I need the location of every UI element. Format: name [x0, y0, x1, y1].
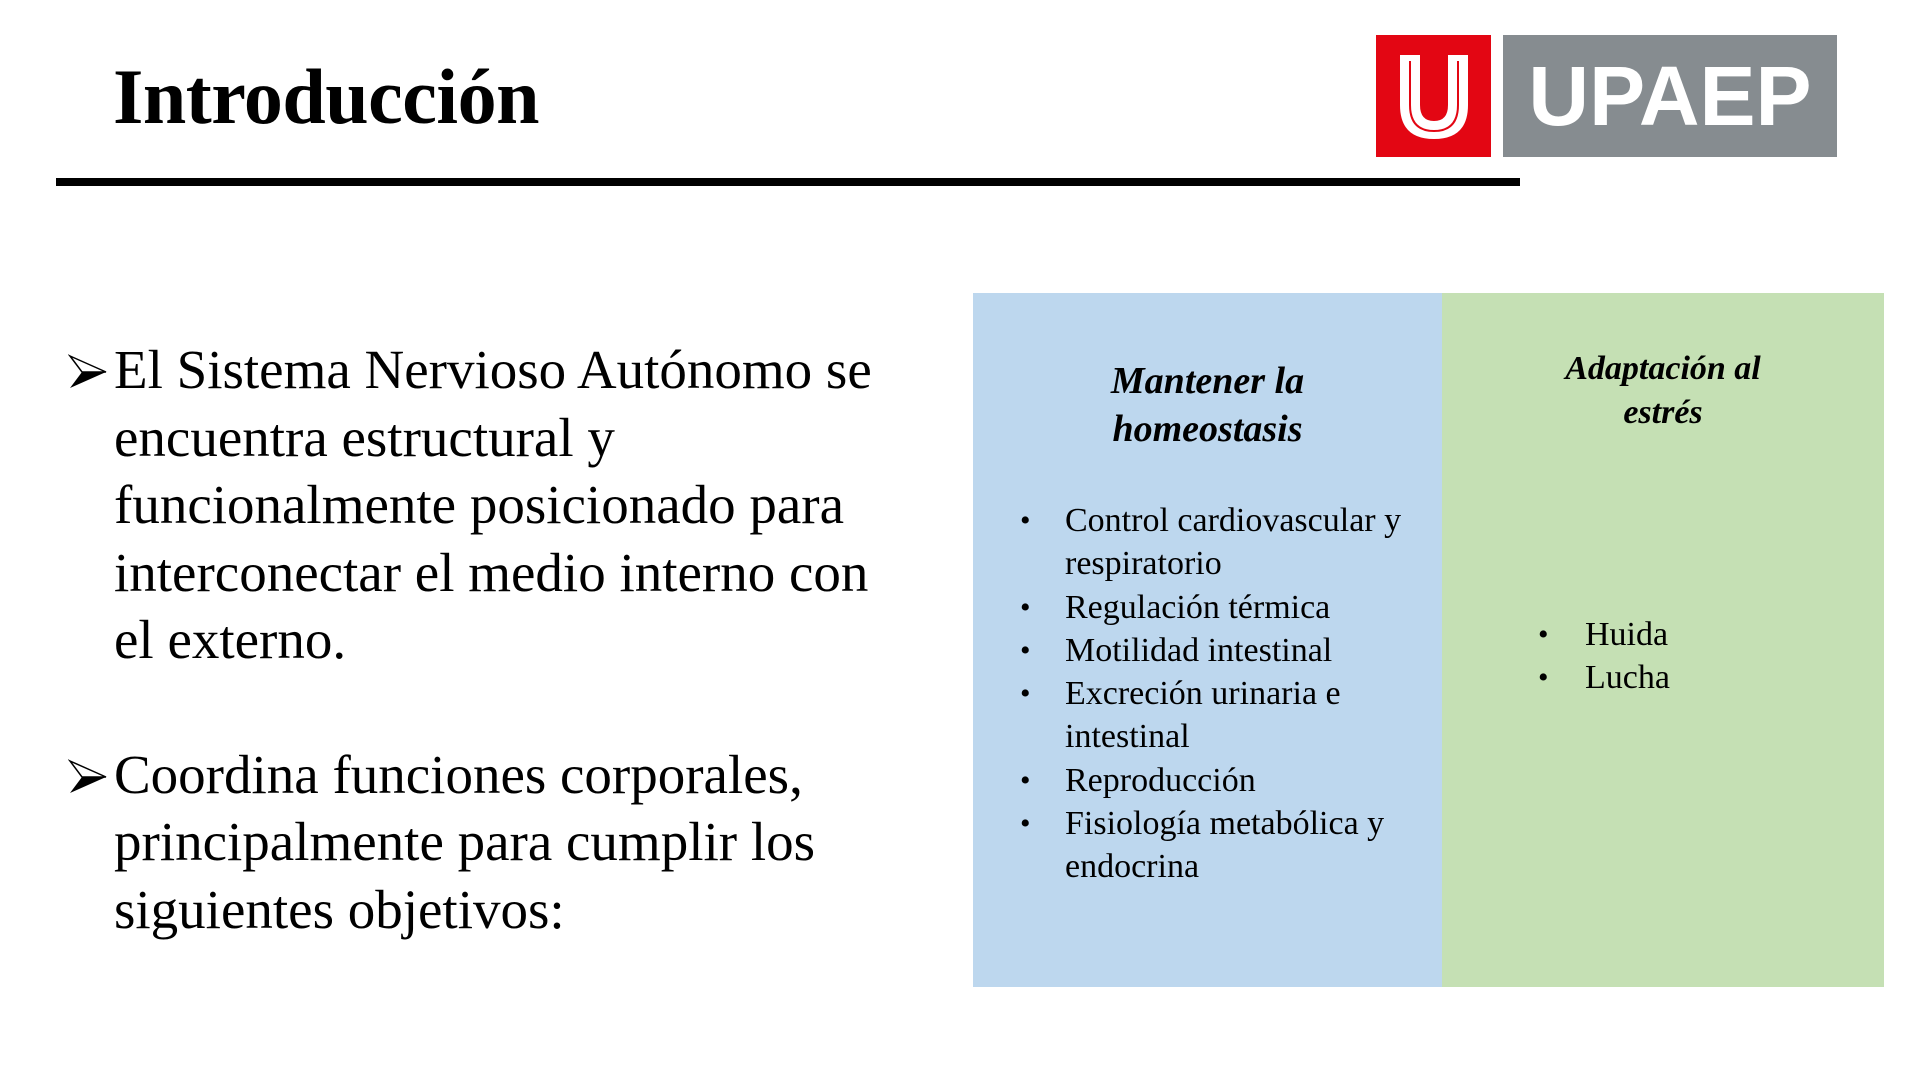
- bullet-icon: •: [1020, 763, 1031, 797]
- text-line: encuentra estructural y: [114, 406, 615, 468]
- intro-text: [68, 336, 928, 943]
- heading-line: homeostasis: [1112, 408, 1303, 450]
- item-line: Motilidad intestinal: [1065, 631, 1333, 669]
- text-line: funcionalmente posicionado para: [114, 474, 845, 535]
- list-item: [1020, 586, 1430, 629]
- upaep-logo-mark: [1376, 35, 1491, 157]
- text-line: El Sistema Nervioso Autónomo se: [114, 339, 872, 400]
- item-line: endocrina: [1065, 848, 1200, 886]
- list-item: [1020, 802, 1430, 889]
- item-line: Reproducción: [1065, 761, 1256, 799]
- homeostasis-list: [1020, 499, 1430, 889]
- title-underline: [56, 178, 1520, 186]
- bullet-icon: •: [1020, 677, 1031, 711]
- item-line: Huida: [1585, 616, 1669, 653]
- list-item: [1020, 629, 1430, 672]
- upaep-logo-wordmark: UPAEP: [1503, 35, 1837, 157]
- item-line: Regulación térmica: [1065, 588, 1331, 626]
- heading-line: estrés: [1623, 394, 1703, 431]
- column-heading: [1442, 347, 1884, 435]
- bullet-icon: •: [1538, 618, 1549, 651]
- item-line: intestinal: [1065, 718, 1190, 756]
- arrow-bullet-icon: [68, 352, 108, 392]
- u-logo-icon: [1396, 53, 1472, 141]
- stress-adaptation-column: [1442, 293, 1884, 987]
- list-item: [1020, 672, 1430, 759]
- item-line: respiratorio: [1065, 545, 1222, 583]
- list-item: [1020, 499, 1430, 586]
- bullet-icon: •: [1020, 504, 1031, 537]
- bullet-icon: •: [1538, 661, 1549, 695]
- bullet-icon: •: [1020, 807, 1031, 841]
- heading-line: Mantener la: [1110, 360, 1305, 402]
- slide-title: Introducción: [113, 53, 539, 140]
- text-line: principalmente para cumplir los: [114, 811, 816, 872]
- homeostasis-column: [973, 293, 1442, 987]
- stress-list: [1538, 613, 1838, 700]
- list-item: [1538, 656, 1838, 699]
- item-line: Excreción urinaria e: [1065, 675, 1341, 713]
- arrow-bullet-icon: [68, 757, 108, 797]
- list-item: [1020, 759, 1430, 802]
- intro-bullet-2: [68, 741, 928, 944]
- item-line: Control cardiovascular y: [1065, 502, 1402, 539]
- item-line: Fisiología metabólica y: [1065, 805, 1385, 843]
- item-line: Lucha: [1585, 659, 1670, 697]
- bullet-icon: •: [1020, 590, 1031, 624]
- text-line: siguientes objetivos:: [114, 878, 565, 940]
- column-heading: [973, 357, 1442, 453]
- bullet-icon: •: [1020, 633, 1031, 667]
- heading-line: Adaptación al: [1565, 350, 1761, 387]
- text-line: el externo.: [114, 609, 347, 670]
- intro-bullet-1: [68, 336, 928, 674]
- text-line: Coordina funciones corporales,: [114, 743, 803, 805]
- text-line: interconectar el medio interno con: [114, 541, 869, 603]
- list-item: [1538, 613, 1838, 656]
